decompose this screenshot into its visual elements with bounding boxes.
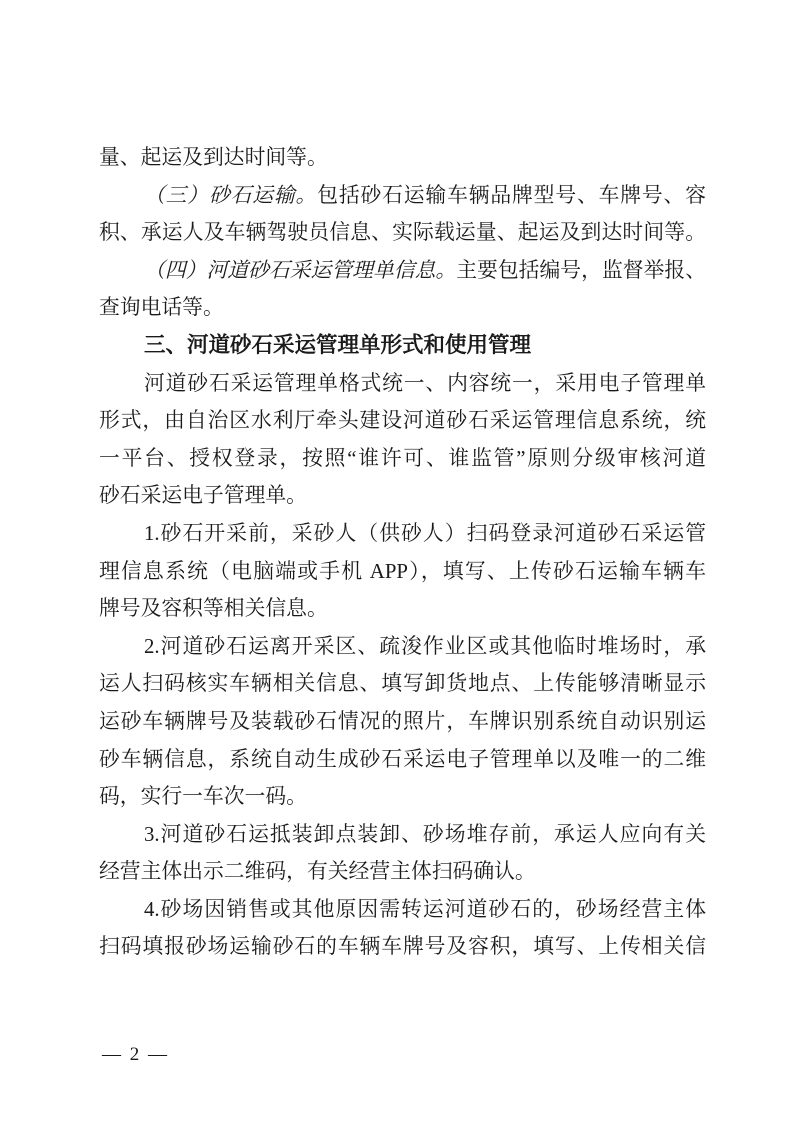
paragraph [99, 816, 706, 891]
text-line [99, 665, 706, 703]
text-segment: 3.河道砂石运抵装卸点装卸、砂场堆存前，承运人应向有关 [144, 822, 706, 846]
text-segment: 一平台、授权登录，按照“谁许可、谁监管”原则分级审核河道 [99, 446, 706, 470]
text-line [99, 440, 706, 478]
text-segment: 三、河道砂石采运管理单形式和使用管理 [144, 332, 532, 357]
text-line [99, 928, 706, 966]
paragraph [99, 139, 706, 177]
page-number: — 2 — [102, 1044, 169, 1065]
text-line [99, 778, 706, 816]
paragraph [99, 252, 706, 327]
text-line [99, 703, 706, 741]
text-segment: 2.河道砂石运离开采区、疏浚作业区或其他临时堆场时，承 [144, 634, 706, 658]
text-line [99, 515, 706, 553]
text-segment: 运砂车辆牌号及装载砂石情况的照片，车牌识别系统自动识别运 [99, 709, 706, 733]
paragraph [99, 515, 706, 628]
paragraph [99, 891, 706, 966]
text-segment: 扫码填报砂场运输砂石的车辆车牌号及容积，填写、上传相关信 [99, 935, 706, 959]
text-segment: 河道砂石采运管理单格式统一、内容统一，采用电子管理单 [144, 371, 706, 395]
text-segment: 形式，由自治区水利厅牵头建设河道砂石采运管理信息系统，统 [99, 409, 706, 433]
paragraph [99, 365, 706, 515]
text-line [99, 891, 706, 929]
text-segment: 牌号及容积等相关信息。 [99, 597, 328, 621]
text-line [99, 177, 706, 215]
text-line [99, 628, 706, 666]
section [99, 327, 706, 365]
text-line [99, 289, 706, 327]
text-line [99, 402, 706, 440]
text-segment: 量、起运及到达时间等。 [99, 146, 328, 169]
text-segment: 包括砂石运输车辆品牌型号、车牌号、容 [317, 183, 706, 207]
text-line [99, 741, 706, 779]
text-line [99, 553, 706, 591]
text-line [99, 853, 706, 891]
text-segment: 运人扫码核实车辆相关信息、填写卸货地点、上传能够清晰显示 [99, 672, 706, 696]
text-line [99, 214, 706, 252]
text-segment: 主要包括编号，监督举报、 [456, 258, 706, 282]
text-line [99, 816, 706, 854]
text-line [99, 365, 706, 403]
text-line [99, 252, 706, 290]
text-segment: 码，实行一车次一码。 [99, 785, 307, 809]
text-segment: 积、承运人及车辆驾驶员信息、实际载运量、起运及到达时间等。 [99, 221, 706, 245]
text-segment: 理信息系统（电脑端或手机 APP），填写、上传砂石运输车辆车 [99, 559, 706, 583]
paragraph [99, 628, 706, 816]
section-heading [99, 327, 706, 365]
text-segment: 经营主体出示二维码，有关经营主体扫码确认。 [99, 860, 536, 884]
text-segment: 4.砂场因销售或其他原因需转运河道砂石的，砂场经营主体 [144, 897, 706, 921]
text-segment: 砂车辆信息，系统自动生成砂石采运电子管理单以及唯一的二维 [99, 747, 706, 771]
kaiti-lead: （三）砂石运输。 [144, 183, 318, 207]
kaiti-lead: （四）河道砂石采运管理单信息。 [144, 258, 457, 282]
text-segment: 1.砂石开采前，采砂人（供砂人）扫码登录河道砂石采运管 [144, 521, 706, 545]
text-line [99, 590, 706, 628]
text-line [99, 477, 706, 515]
document-body [99, 139, 706, 966]
text-line [99, 139, 706, 177]
text-segment: 砂石采运电子管理单。 [99, 484, 307, 508]
text-segment: 查询电话等。 [99, 296, 224, 320]
paragraph [99, 177, 706, 252]
